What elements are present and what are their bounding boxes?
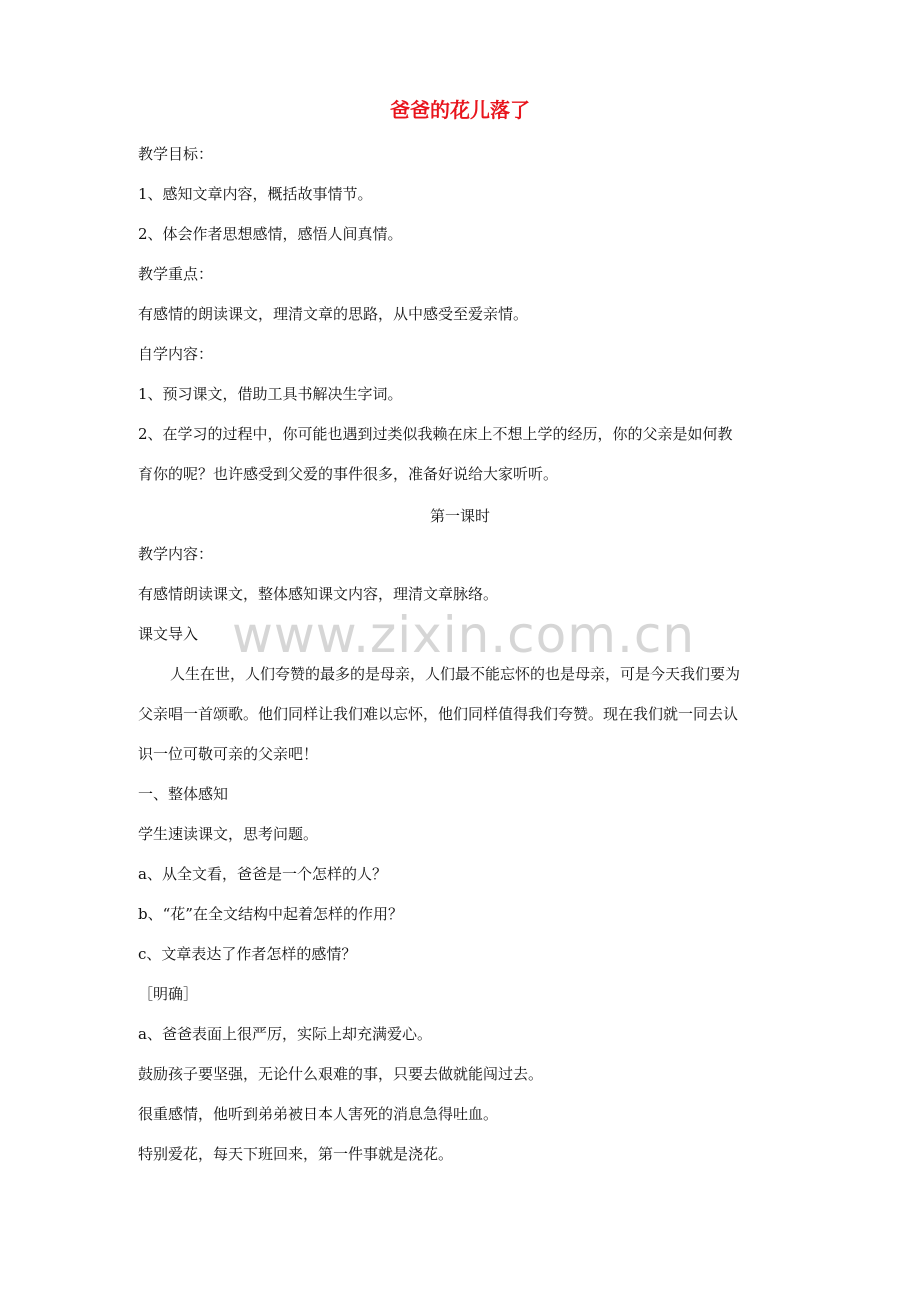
- intro-paragraph-line-3: 识一位可敬可亲的父亲吧！: [138, 745, 319, 763]
- clarify-heading: ［明确］: [138, 985, 199, 1003]
- self-study-item-2-line-1: 2、在学习的过程中，你可能也遇到过类似我赖在床上不想上学的经历，你的父亲是如何教: [138, 425, 733, 443]
- key-points-text: 有感情的朗读课文，理清文章的思路，从中感受至爱亲情。: [138, 305, 529, 323]
- objective-item-2: 2、体会作者思想感情，感悟人间真情。: [138, 225, 403, 243]
- watermark: www.zixin.com.cn: [232, 606, 696, 664]
- section-heading-self-study: 自学内容：: [138, 345, 214, 363]
- question-b: b、“花”在全文结构中起着怎样的作用？: [138, 905, 403, 923]
- intro-paragraph-line-2: 父亲唱一首颂歌。他们同样让我们难以忘怀，他们同样值得我们夸赞。现在我们就一同去认: [138, 705, 739, 723]
- answer-detail-1: 鼓励孩子要坚强，无论什么艰难的事，只要去做就能闯过去。: [138, 1065, 544, 1083]
- section-heading-intro: 课文导入: [138, 625, 199, 643]
- objective-item-1: 1、感知文章内容，概括故事情节。: [138, 185, 373, 203]
- content-text: 有感情朗读课文，整体感知课文内容，理清文章脉络。: [138, 585, 499, 603]
- answer-detail-3: 特别爱花，每天下班回来，第一件事就是浇花。: [138, 1145, 454, 1163]
- document-title: 爸爸的花儿落了: [390, 98, 530, 122]
- lesson-heading: 第一课时: [429, 507, 490, 525]
- task-text: 学生速读课文，思考问题。: [138, 825, 319, 843]
- intro-paragraph-line-1: 人生在世，人们夸赞的最多的是母亲，人们最不能忘怀的也是母亲，可是今天我们要为: [170, 665, 741, 683]
- answer-a: a、爸爸表面上很严厉，实际上却充满爱心。: [138, 1025, 432, 1043]
- section-heading-content: 教学内容：: [138, 545, 214, 563]
- question-a: a、从全文看，爸爸是一个怎样的人？: [138, 865, 387, 883]
- answer-detail-2: 很重感情，他听到弟弟被日本人害死的消息急得吐血。: [138, 1105, 499, 1123]
- section-heading-key-points: 教学重点：: [138, 265, 214, 283]
- question-c: c、文章表达了作者怎样的感情？: [138, 945, 357, 963]
- section-heading-overall: 一、整体感知: [138, 785, 229, 803]
- self-study-item-2-line-2: 育你的呢？也许感受到父爱的事件很多，准备好说给大家听听。: [138, 465, 559, 483]
- self-study-item-1: 1、预习课文，借助工具书解决生字词。: [138, 385, 403, 403]
- section-heading-objectives: 教学目标：: [138, 145, 214, 163]
